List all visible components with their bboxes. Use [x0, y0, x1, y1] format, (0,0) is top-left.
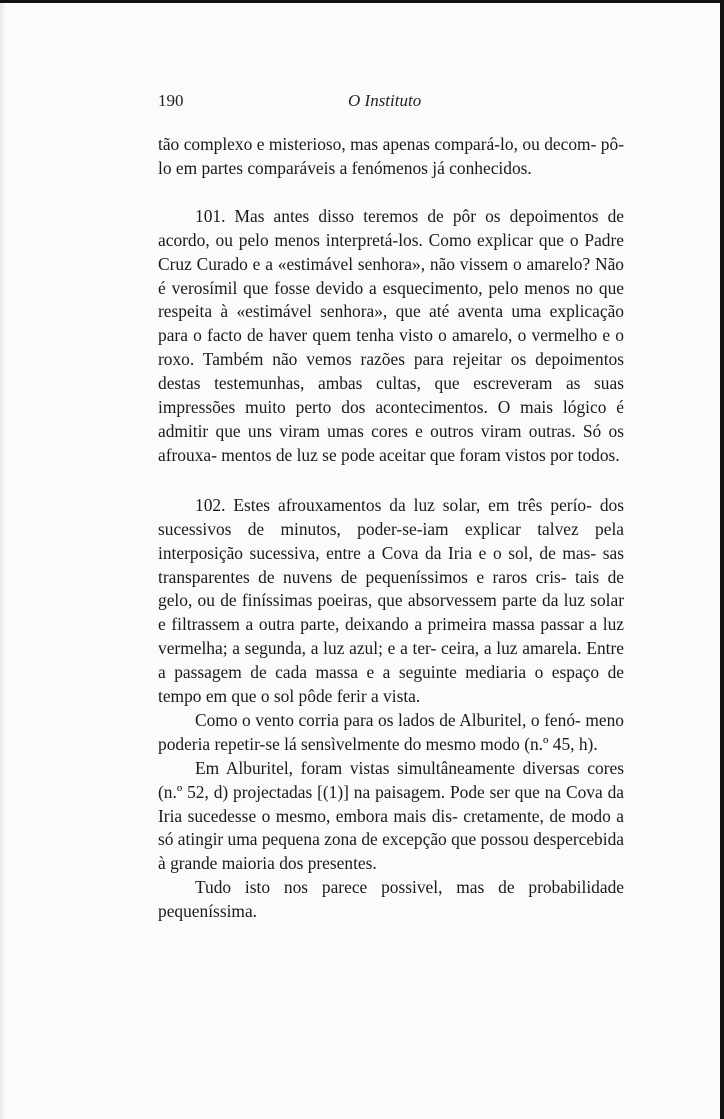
paragraph-vento: Como o vento corria para os lados de Alburitel, o fenó- meno poderia repetir-se lá sensìvelmente do mesmo modo (n.º 45, h). — [158, 709, 624, 754]
paragraph-conclusion: Tudo isto nos parece possivel, mas de probabilidade pequeníssima. — [158, 877, 624, 922]
paragraph-101: 101. Mas antes disso teremos de pôr os depoimentos de acordo, ou pelo menos interpretá-los. Como explicar que o Padre Cruz Curado e a «estimável senhora», não vissem o amarelo? Não é verosímil que fosse devido a esquecimento, pelo menos no que respeita à «estimável senhora», que até aventa uma explicação para o facto de haver quem tenha visto o amarelo, o vermelho e o roxo. Também não vemos razões para rejeitar os depoimentos destas testemunhas, ambas cultas, que escreveram as suas impressões muito perto dos acontecimentos. O mais lógico é admitir que uns viram umas cores e outros viram outras. Só os afrouxa- mentos de luz se pode aceitar que foram vistos por todos. — [158, 205, 624, 465]
body-text — [158, 133, 624, 924]
paragraph-alburitel: Em Alburitel, foram vistas simultâneamente diversas cores (n.º 52, d) projectadas [(1)] na paisagem. Pode ser que na Cova da Iria sucedesse o mesmo, embora mais dis- cretamente, de modo a só atingir uma pequena zona de excepção que possou despercebida à grande maioria dos presentes. — [158, 757, 624, 874]
paragraph-102: 102. Estes afrouxamentos da luz solar, em três perío- dos sucessivos de minutos, poder-se-iam explicar talvez pela interposição sucessiva, entre a Cova da Iria e o sol, de mas- sas transparentes de nuvens de pequeníssimos e raros cris- tais de gelo, ou de finíssimas poeiras, que absorvessem parte da luz solar e filtrassem a outra parte, deixando a primeira massa passar a luz vermelha; a segunda, a luz azul; e a ter- ceira, a luz amarela. Entre a passagem de cada massa e a seguinte mediaria o espaço de tempo em que o sol pôde ferir a vista. — [158, 494, 624, 707]
running-title: O Instituto — [348, 91, 422, 110]
paragraph-continuation: tão complexo e misterioso, mas apenas compará-lo, ou decom- pô-lo em partes comparáveis a fenómenos já conhecidos. — [158, 134, 624, 178]
scan-edge — [0, 3, 6, 1119]
page-number: 190 — [158, 91, 184, 110]
page-header — [158, 91, 624, 115]
